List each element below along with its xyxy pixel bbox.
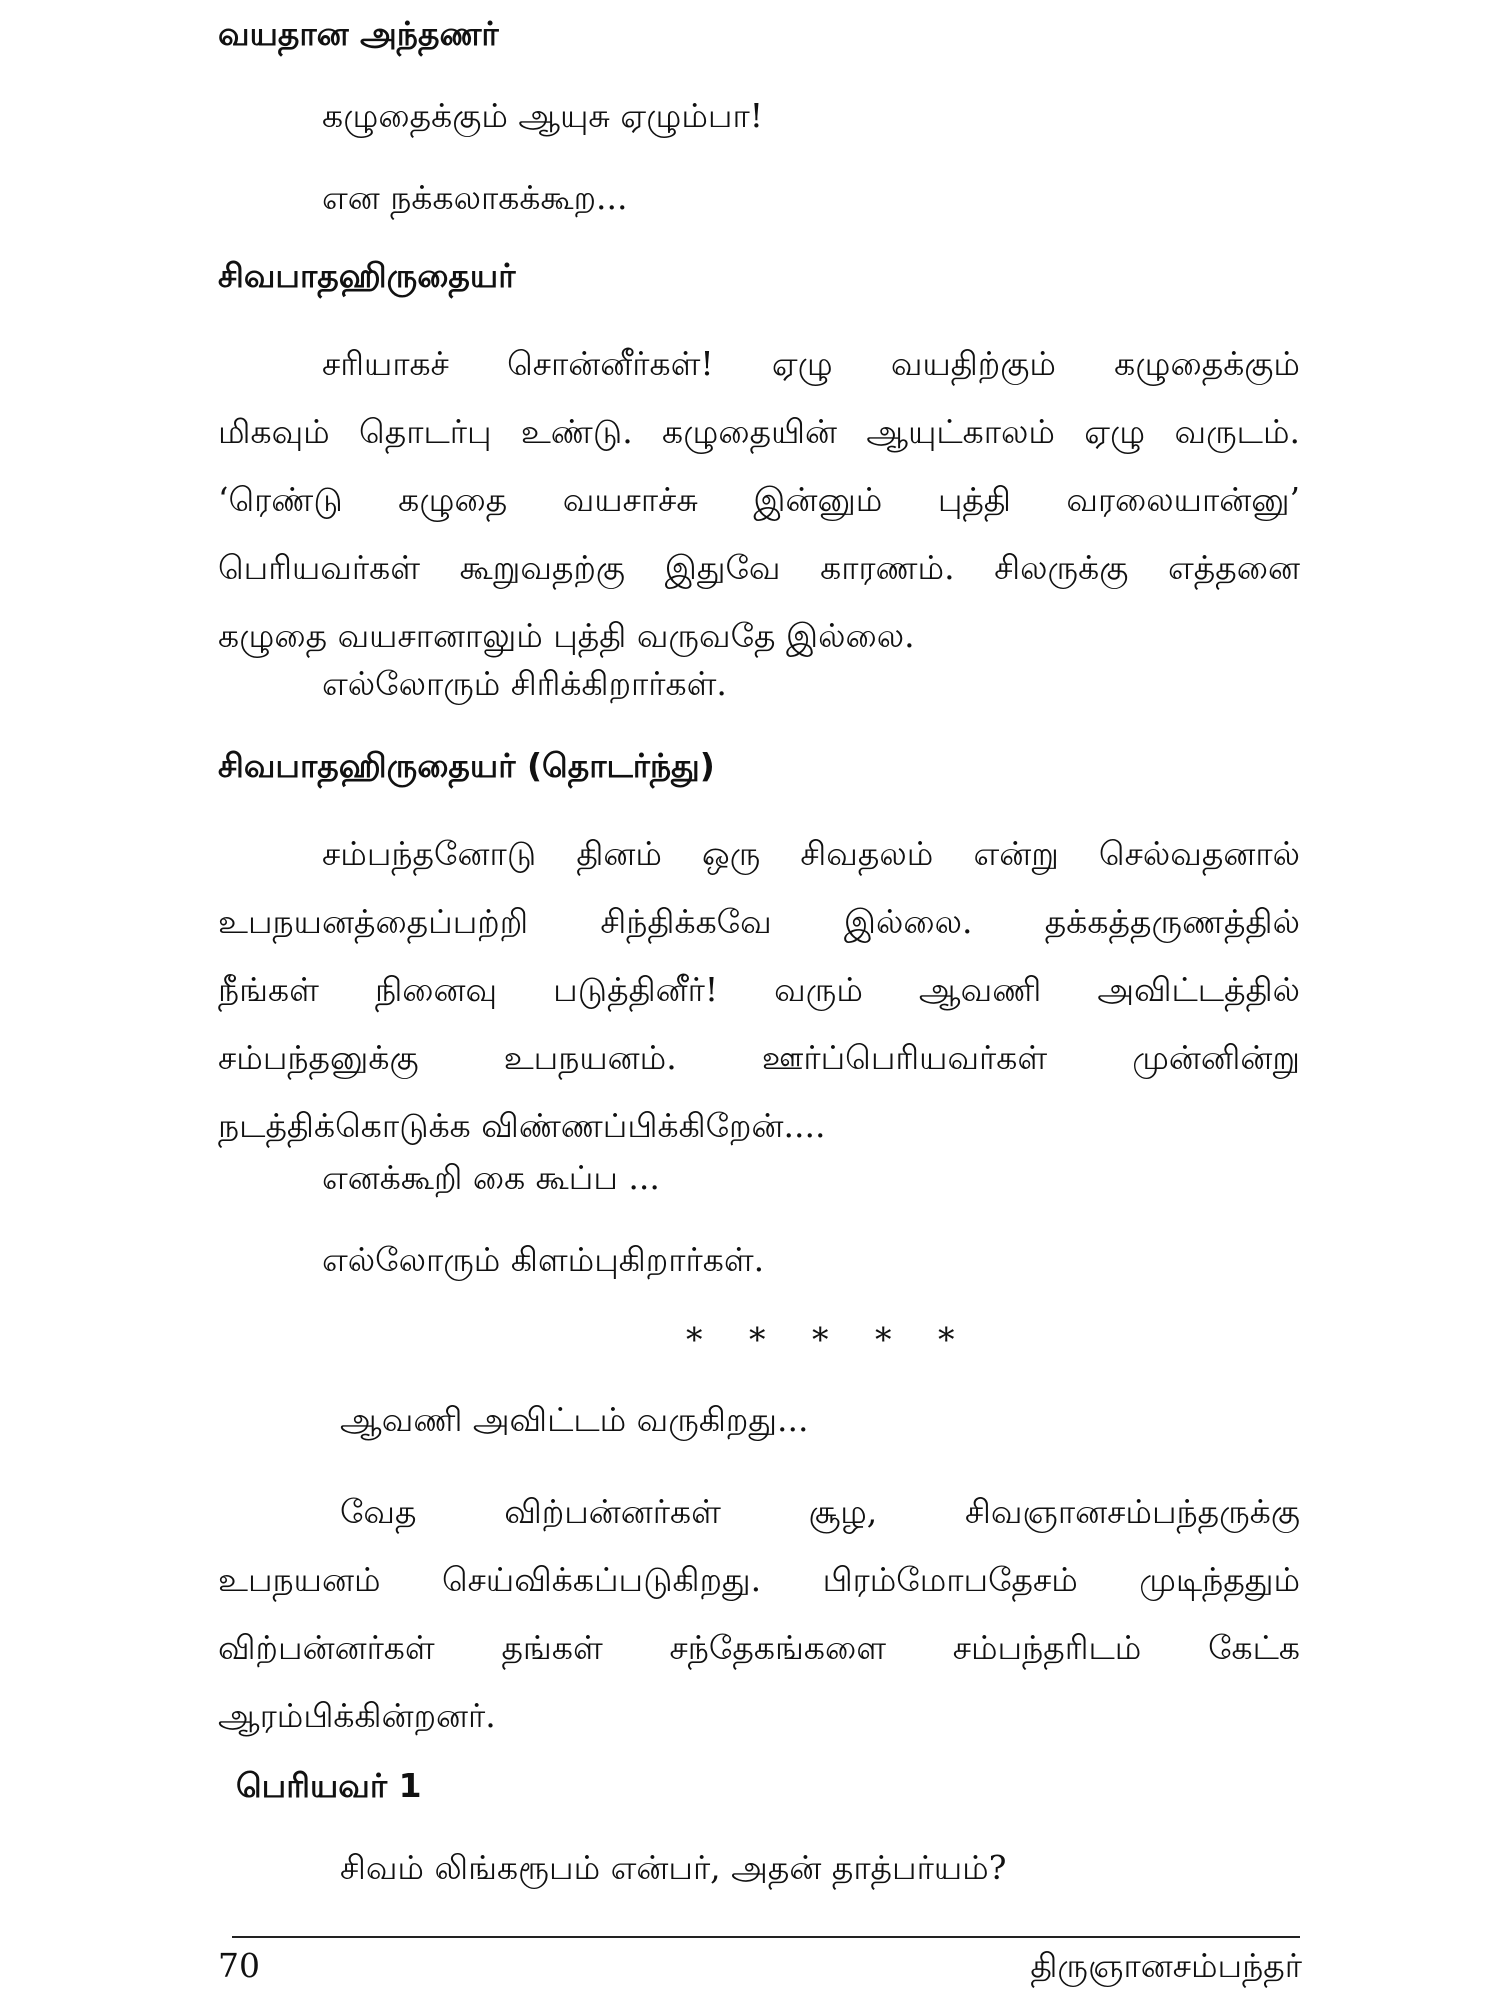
paragraph-line: விற்பன்னர்கள் தங்கள் சந்தேகங்களை சம்பந்தரிடம் கேட்க [218, 1628, 1300, 1667]
paragraph-line: சம்பந்தனுக்கு உபநயனம். ஊர்ப்பெரியவர்கள் முன்னின்று [218, 1038, 1300, 1077]
speaker-heading: சிவபாதஹிருதையர் (தொடர்ந்து) [218, 746, 715, 785]
stage-direction: ஆவணி அவிட்டம் வருகிறது... [340, 1400, 809, 1439]
paragraph-line: பெரியவர்கள் கூறுவதற்கு இதுவே காரணம். சிலருக்கு எத்தனை [218, 548, 1300, 587]
paragraph-line: உபநயனத்தைப்பற்றி சிந்திக்கவே இல்லை. தக்கத்தருணத்தில் [218, 902, 1300, 941]
narration-paragraph [218, 1478, 1300, 1750]
stage-direction: என நக்கலாகக்கூற... [322, 178, 628, 217]
dialogue-line: கழுதைக்கும் ஆயுசு ஏழும்பா! [322, 96, 763, 135]
paragraph-line: சம்பந்தனோடு தினம் ஒரு சிவதலம் என்று செல்வதனால் [322, 834, 1300, 873]
paragraph-line: மிகவும் தொடர்பு உண்டு. கழுதையின் ஆயுட்காலம் ஏழு வருடம். [218, 412, 1300, 451]
footer-divider [232, 1936, 1300, 1938]
paragraph-line: ஆரம்பிக்கின்றனர். [218, 1696, 496, 1735]
paragraph-line: ‘ரெண்டு கழுதை வயசாச்சு இன்னும் புத்தி வரலையான்னு’ [218, 480, 1300, 519]
paragraph-line: வேத விற்பன்னர்கள் சூழ, சிவஞானசம்பந்தருக்கு [340, 1492, 1300, 1531]
paragraph-line: உபநயனம் செய்விக்கப்படுகிறது. பிரம்மோபதேசம் முடிந்ததும் [218, 1560, 1300, 1599]
paragraph-line: நீங்கள் நினைவு படுத்தினீர்! வரும் ஆவணி அவிட்டத்தில் [218, 970, 1300, 1009]
stage-direction: எல்லோரும் சிரிக்கிறார்கள். [322, 664, 727, 703]
paragraph-line: கழுதை வயசானாலும் புத்தி வருவதே இல்லை. [218, 616, 915, 655]
speaker-heading: வயதான அந்தணர் [218, 14, 499, 53]
scene-separator: * * * * * [686, 1320, 973, 1359]
paragraph-line: நடத்திக்கொடுக்க விண்ணப்பிக்கிறேன்.... [218, 1106, 826, 1145]
dialogue-line: சிவம் லிங்கரூபம் என்பர், அதன் தாத்பர்யம்? [340, 1848, 1007, 1887]
speaker-heading: சிவபாதஹிருதையர் [218, 256, 516, 295]
running-title: திருஞானசம்பந்தர் [1030, 1946, 1302, 1985]
dialogue-paragraph [218, 330, 1300, 670]
stage-direction: எல்லோரும் கிளம்புகிறார்கள். [322, 1240, 765, 1279]
paragraph-line: சரியாகச் சொன்னீர்கள்! ஏழு வயதிற்கும் கழுதைக்கும் [322, 344, 1300, 383]
page-number: 70 [218, 1946, 260, 1985]
stage-direction: எனக்கூறி கை கூப்ப ... [322, 1158, 660, 1197]
speaker-heading: பெரியவர் 1 [236, 1766, 422, 1805]
dialogue-paragraph [218, 820, 1300, 1160]
